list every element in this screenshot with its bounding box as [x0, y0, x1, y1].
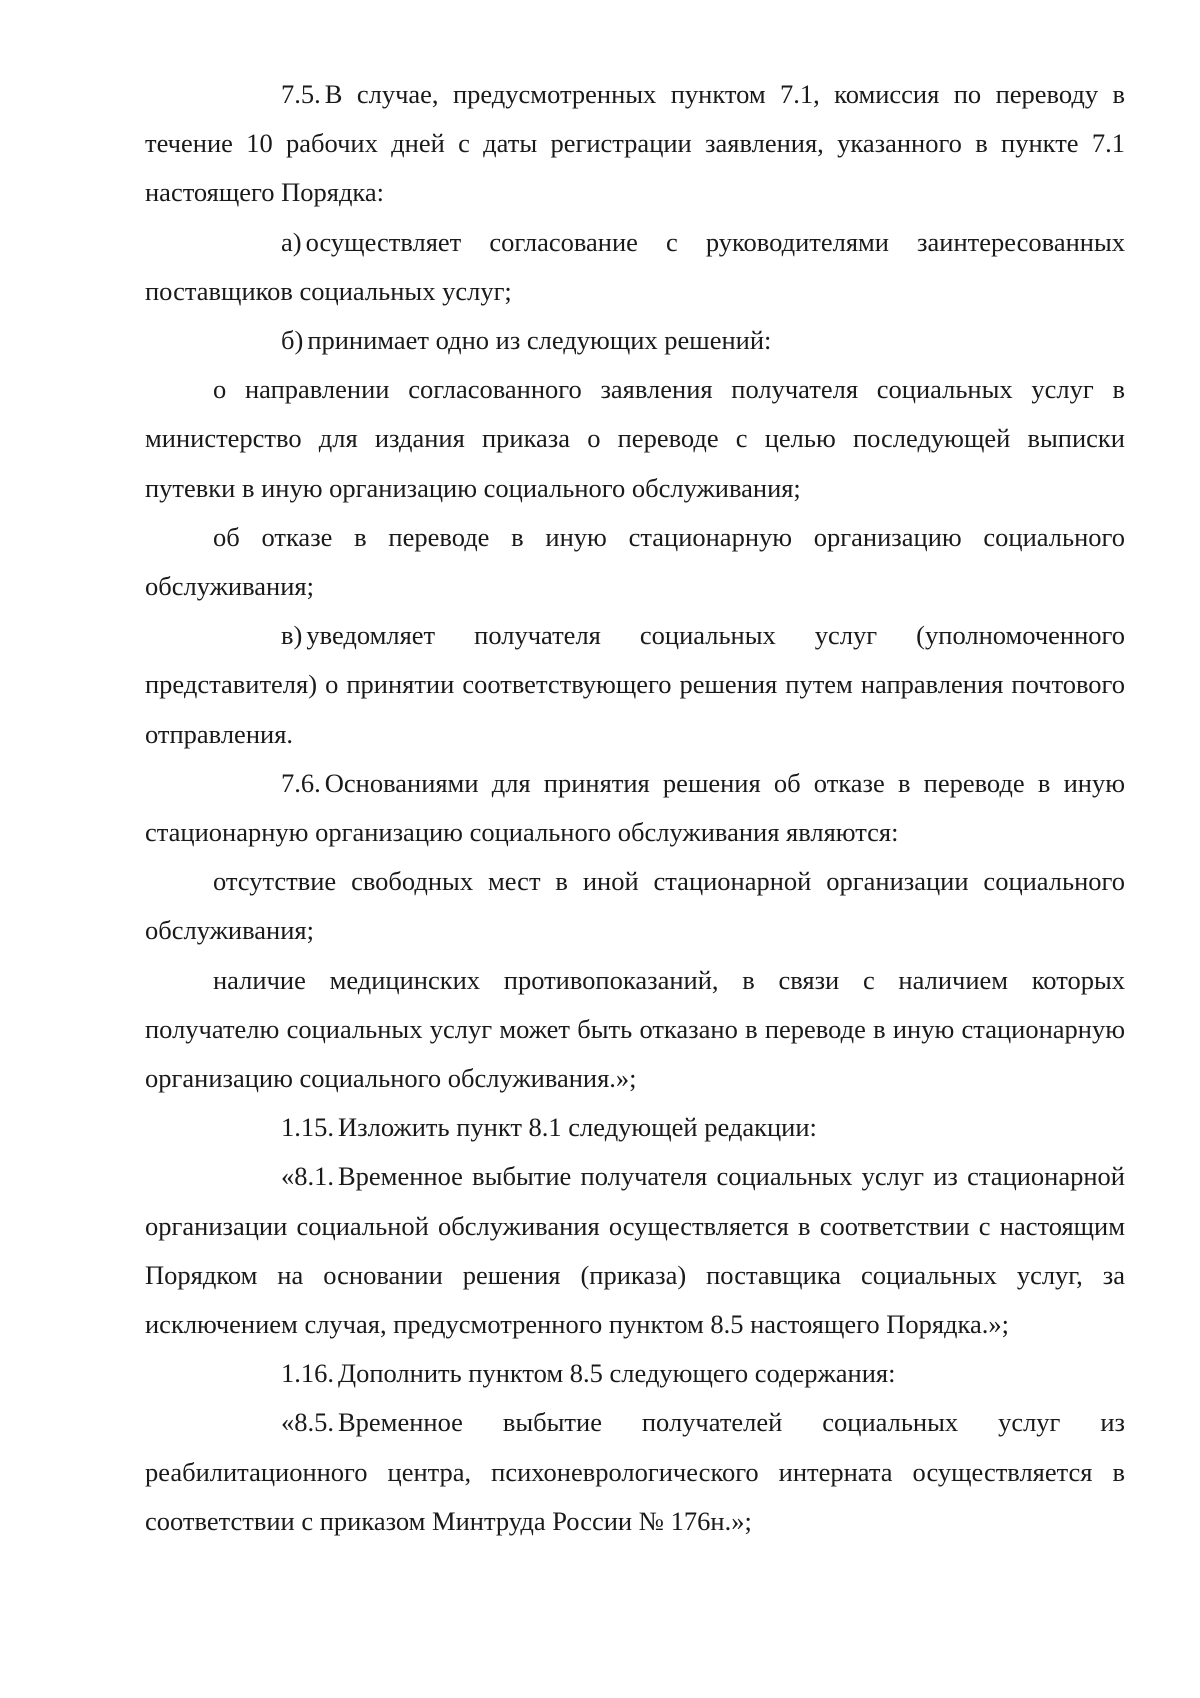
paragraph-number: 7.5. — [281, 79, 321, 109]
paragraph-number: «8.5. — [281, 1407, 334, 1438]
paragraph-text: Дополнить пунктом 8.5 следующего содержания: — [338, 1358, 896, 1389]
paragraph-decision-refuse — [145, 513, 1125, 611]
paragraph-text: о направлении согласованного заявления получателя социальных услуг в министерство для издания приказа о переводе с целью последующей выписки путевки в иную организацию социального обслуживания; — [145, 374, 1125, 503]
paragraph-text: Основаниями для принятия решения об отказе в переводе в иную стационарную организацию социального обслуживания являются: — [145, 767, 1125, 848]
paragraph-7-5 — [145, 70, 1125, 218]
paragraph-1-16 — [145, 1349, 1125, 1398]
paragraph-text: В случае, предусмотренных пунктом 7.1, комиссия по переводу в течение 10 рабочих дней с даты регистрации заявления, указанного в пункте 7.1 настоящего Порядка: — [145, 79, 1125, 208]
paragraph-text: осуществляет согласование с руководителями заинтересованных поставщиков социальных услуг; — [145, 226, 1125, 306]
paragraph-text: Временное выбытие получателей социальных услуг из реабилитационного центра, психоневрологического интерната осуществляется в соответствии с приказом Минтруда России № 176н.»; — [145, 1407, 1125, 1536]
paragraph-number: в) — [281, 620, 303, 651]
paragraph-number: б) — [281, 325, 304, 356]
paragraph-item-b — [145, 316, 1125, 365]
paragraph-number: 7.6. — [281, 767, 321, 798]
paragraph-1-15 — [145, 1103, 1125, 1152]
paragraph-7-6 — [145, 759, 1125, 857]
paragraph-number: а) — [281, 226, 302, 257]
paragraph-8-1 — [145, 1152, 1125, 1349]
paragraph-item-v — [145, 611, 1125, 759]
paragraph-text: уведомляет получателя социальных услуг (уполномоченного представителя) о принятии соответствующего решения путем направления почтового отправления. — [145, 620, 1125, 749]
document-body — [145, 70, 1125, 1546]
paragraph-number: «8.1. — [281, 1161, 334, 1192]
paragraph-text: Временное выбытие получателя социальных услуг из стационарной организации социальной обслуживания осуществляется в соответствии с настоящим Порядком на основании решения (приказа) поставщика социальных услуг, за исключением случая, предусмотренного пунктом 8.5 настоящего Порядка.»; — [145, 1161, 1125, 1340]
paragraph-text: об отказе в переводе в иную стационарную организацию социального обслуживания; — [145, 521, 1125, 602]
paragraph-item-a — [145, 218, 1125, 316]
paragraph-decision-approve — [145, 365, 1125, 513]
paragraph-text: отсутствие свободных мест в иной стационарной организации социального обслуживания; — [145, 866, 1125, 946]
paragraph-8-5 — [145, 1398, 1125, 1546]
paragraph-ground-medical — [145, 956, 1125, 1104]
paragraph-number: 1.16. — [281, 1358, 334, 1389]
paragraph-text: Изложить пункт 8.1 следующей редакции: — [338, 1112, 817, 1143]
paragraph-text: наличие медицинских противопоказаний, в связи с наличием которых получателю социальных услуг может быть отказано в переводе в иную стационарную организацию социального обслуживания.»; — [145, 964, 1125, 1094]
paragraph-number: 1.15. — [281, 1112, 334, 1143]
paragraph-ground-no-places — [145, 857, 1125, 955]
paragraph-text: принимает одно из следующих решений: — [307, 325, 772, 356]
